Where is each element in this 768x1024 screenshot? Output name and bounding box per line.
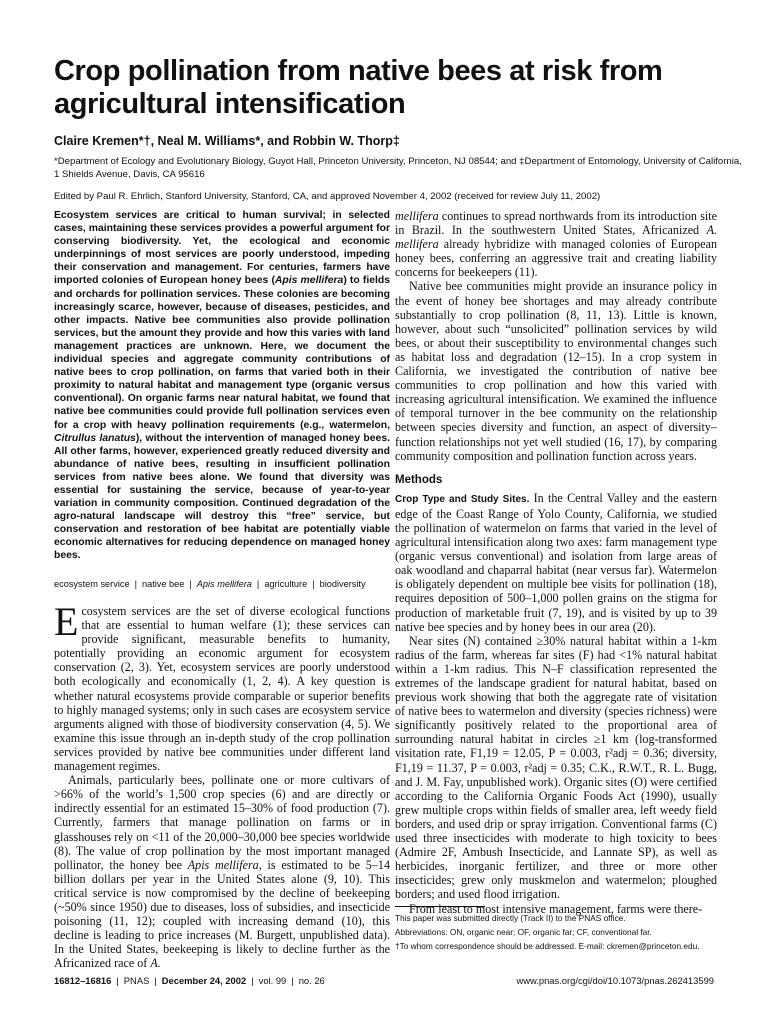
page-range: 16812–16816 xyxy=(54,975,112,986)
paper-title: Crop pollination from native bees at risk from agricultural intensification xyxy=(54,55,663,120)
intro-species-2: A. xyxy=(150,956,161,971)
introduction-body xyxy=(54,599,390,971)
intro-paragraph-2 xyxy=(54,773,390,970)
keyword: agriculture xyxy=(264,579,308,589)
subsection-heading: Crop Type and Study Sites. xyxy=(395,493,530,505)
intro-text-2b: , is estimated to be 5–14 billion dollars per year in the United States alone (9, 10). This critical service is now compromised by the decline of beekeeping (~50% since 1950) due to diseases, loss of subsidies, and insecticide poisoning (11, 12); coupled with increasing demand (10), this decline is leading to price increases (M. Burgett, unpublished data). In the United States, beekeeping is likely to decline further as the Africanized race of xyxy=(54,857,390,971)
footnote-rule xyxy=(395,906,485,907)
intro-text-1: cosystem services are the set of diverse ecological functions that are essential to human welfare (1); these services can provide significant, measurable benefits to humanity, potentially providing an economic argument for ecosystem conservation (2, 3). Yet, ecosystem services are poorly understood both ecologically and economically (1, 2, 4). A key question is whether natural ecosystems provide comparable or superior benefits to highly managed systems; only in such cases are ecosystem service arguments aligned with those of biodiversity conservation (4, 5). We examine this issue through an in-depth study of the crop pollination services provided by native bee communities under different land management regimes. xyxy=(54,604,390,774)
footnote-abbreviations: Abbreviations: ON, organic near; OF, organic far; CF, conventional far. xyxy=(395,926,652,937)
issue-number: no. 26 xyxy=(298,975,325,986)
author-list: Claire Kremen*†, Neal M. Williams*, and Robbin W. Thorp‡ xyxy=(54,134,400,148)
footer-separator: | xyxy=(116,975,119,986)
intro-paragraph-1 xyxy=(54,599,390,774)
footer-separator: | xyxy=(251,975,254,986)
page-footer-left xyxy=(54,975,325,986)
doi-link[interactable]: www.pnas.org/cgi/doi/10.1073/pnas.262413599 xyxy=(516,975,714,986)
body-paragraph: Near sites (N) contained ≥30% natural habitat within a 1-km radius of the farm, whereas far sites (F) had <1% natural habitat within a 1-km radius. This N–F classification represented the extremes of the landscape gradient for natural habitat, based on previous work showing that both the aggregate rate of visitation of native bees to watermelon and diversity (species richness) were significantly positively related to the proportional area of surrounding natural habitat in circles ≥1 km (log-transformed visitation rate, F1,19 = 12.05, P = 0.003, r²adj = 0.36; diversity, F1,19 = 11.37, P = 0.003, r²adj = 0.35; C.K., R.W.T., R. L. Bugg, and J. M. Fay, unpublished work). Organic sites (O) were certified according to the California Organic Foods Act (1990), usually grew multiple crops within fields of smaller area, left weedy field borders, and used drip or spray irrigation. Conventional farms (C) used three insecticides with moderate to high toxicity to bees (Admire 2F, Ambush Insecticide, and Lannate SP), as well as herbicides, inorganic fertilizer, and three or more other insecticides; grew only muskmelon and watermelon; ploughed borders; and used flood irrigation. xyxy=(395,633,717,902)
keyword-separator: | xyxy=(134,579,137,589)
body-text: continues to spread northwards from its introduction site in Brazil. In the southwestern United States, Africanized xyxy=(395,209,717,238)
drop-cap: E xyxy=(54,599,79,644)
intro-species-1: Apis mellifera xyxy=(187,857,259,872)
edited-by-line: Edited by Paul R. Ehrlich, Stanford University, Stanford, CA, and approved November 4, 2002 (received for review July 11, 2002) xyxy=(54,191,601,202)
body-paragraph xyxy=(395,491,717,634)
issue-date: December 24, 2002 xyxy=(161,975,247,986)
keyword: native bee xyxy=(141,579,185,589)
journal-name: PNAS xyxy=(123,975,150,986)
keywords xyxy=(54,579,390,589)
abstract-species-2: Citrullus lanatus xyxy=(54,432,136,444)
keyword-separator: | xyxy=(312,579,315,589)
body-text: already hybridize with managed colonies of European honey bees, conferring an aggressive trait and creating liability concerns for beekeepers (11). xyxy=(395,237,717,280)
section-heading-methods: Methods xyxy=(395,473,443,486)
abstract-text-2: ) to fields and orchards for pollination services. These colonies are becoming increasingly scarce, however, because of diseases, pesticides, and other impacts. Native bee communities also provide pollination services, but the amount they provide and how this varies with land management practices are unknown. Here, we document the individual species and aggregate community contributions of native bees to crop pollination, on farms that varied both in their proximity to natural habitat and management type (organic versus conventional). On organic farms near natural habitat, we found that native bee communities could provide full pollination services even for a crop with heavy pollination requirements (e.g., watermelon, xyxy=(54,275,390,431)
keyword-separator: | xyxy=(189,579,192,589)
abstract-text-3: ), without the intervention of managed honey bees. All other farms, however, experienced greatly reduced diversity and abundance of native bees, resulting in insufficient pollination services from native bees alone. We found that diversity was essential for sustaining the service, because of year-to-year variation in community composition. Continued degradation of the agro-natural landscape will destroy this “free” service, but conservation and restoration of bee habitat are potentially viable economic alternatives for reducing dependence on managed honey bees. xyxy=(54,432,390,562)
intro-text-2a: Animals, particularly bees, pollinate one or more cultivars of >66% of the world’s 1,500 crop species (6) and are directly or indirectly essential for an estimated 15–30% of food production (7). Currently, farmers that manage pollination on farms or in glasshouses rely on <11 of the 20,000–30,000 bee species worldwide (8). The value of crop pollination by the most important managed pollinator, the honey bee xyxy=(54,773,390,872)
keyword-separator: | xyxy=(256,579,260,589)
abstract-species-1: Apis mellifera xyxy=(274,275,344,287)
body-text: In the Central Valley and the eastern edge of the Coast Range of Yolo County, California, we studied the pollination of watermelon on farms that varied in the level of agricultural intensification along two axes: farm management type (organic versus conventional) and isolation from large areas of oak woodland and chaparral habitat (near versus far). Watermelon is obligately dependent on multiple bee visits for pollination (18), requires deposition of 500–1,000 pollen grains on the stigma for production of marketable fruit (7, 19), and is visited by up to 39 native bee species and by honey bees in our area (20). xyxy=(395,490,717,634)
right-column-body xyxy=(395,209,717,916)
body-paragraph: Native bee communities might provide an insurance policy in the event of honey bee shortages and may already contribute substantially to crop pollination (8, 11, 13). Little is known, however, about such “unsolicited” pollination services by wild bees, or about their susceptibility to environmental changes such as habitat loss and degradation (12–15). In a crop system in California, we investigated the contribution of native bee communities to crop pollination and how this varied with increasing agricultural intensification. We examined the influence of temporal turnover in the bee community on the relationship between species diversity and function, an aspect of diversity–function relationships not yet well studied (16, 17), by comparing community composition and pollination function across years. xyxy=(395,279,717,463)
volume: vol. 99 xyxy=(258,975,287,986)
body-paragraph: From least to most intensive management, farms were there- xyxy=(409,901,703,916)
footnotes xyxy=(395,912,725,953)
species-name: mellifera xyxy=(395,209,439,223)
body-paragraph xyxy=(395,209,717,279)
keyword: biodiversity xyxy=(319,579,366,589)
footer-separator: | xyxy=(154,975,157,986)
footnote-correspondence: †To whom correspondence should be addressed. E-mail: ckremen@princeton.edu. xyxy=(395,940,700,951)
species-name: A. mellifera xyxy=(395,223,717,252)
footnote-submission: This paper was submitted directly (Track II) to the PNAS office. xyxy=(395,913,626,923)
footer-separator: | xyxy=(291,975,294,986)
abstract-text-1: Ecosystem services are critical to human survival; in selected cases, maintaining these services provides a powerful argument for conserving biodiversity. Yet, the ecological and economic underpinnings of most services are poorly understood, impeding their conservation and management. For centuries, farmers have imported colonies of European honey bees ( xyxy=(54,210,390,287)
keyword: ecosystem service xyxy=(54,579,130,589)
affiliations: *Department of Ecology and Evolutionary Biology, Guyot Hall, Princeton University, Princeton, NJ 08544; and ‡Department of Entomology, University of California, 1 Shields Avenue, Davis, CA 95616 xyxy=(54,156,742,180)
keyword: Apis mellifera xyxy=(196,579,252,589)
abstract xyxy=(54,209,390,563)
